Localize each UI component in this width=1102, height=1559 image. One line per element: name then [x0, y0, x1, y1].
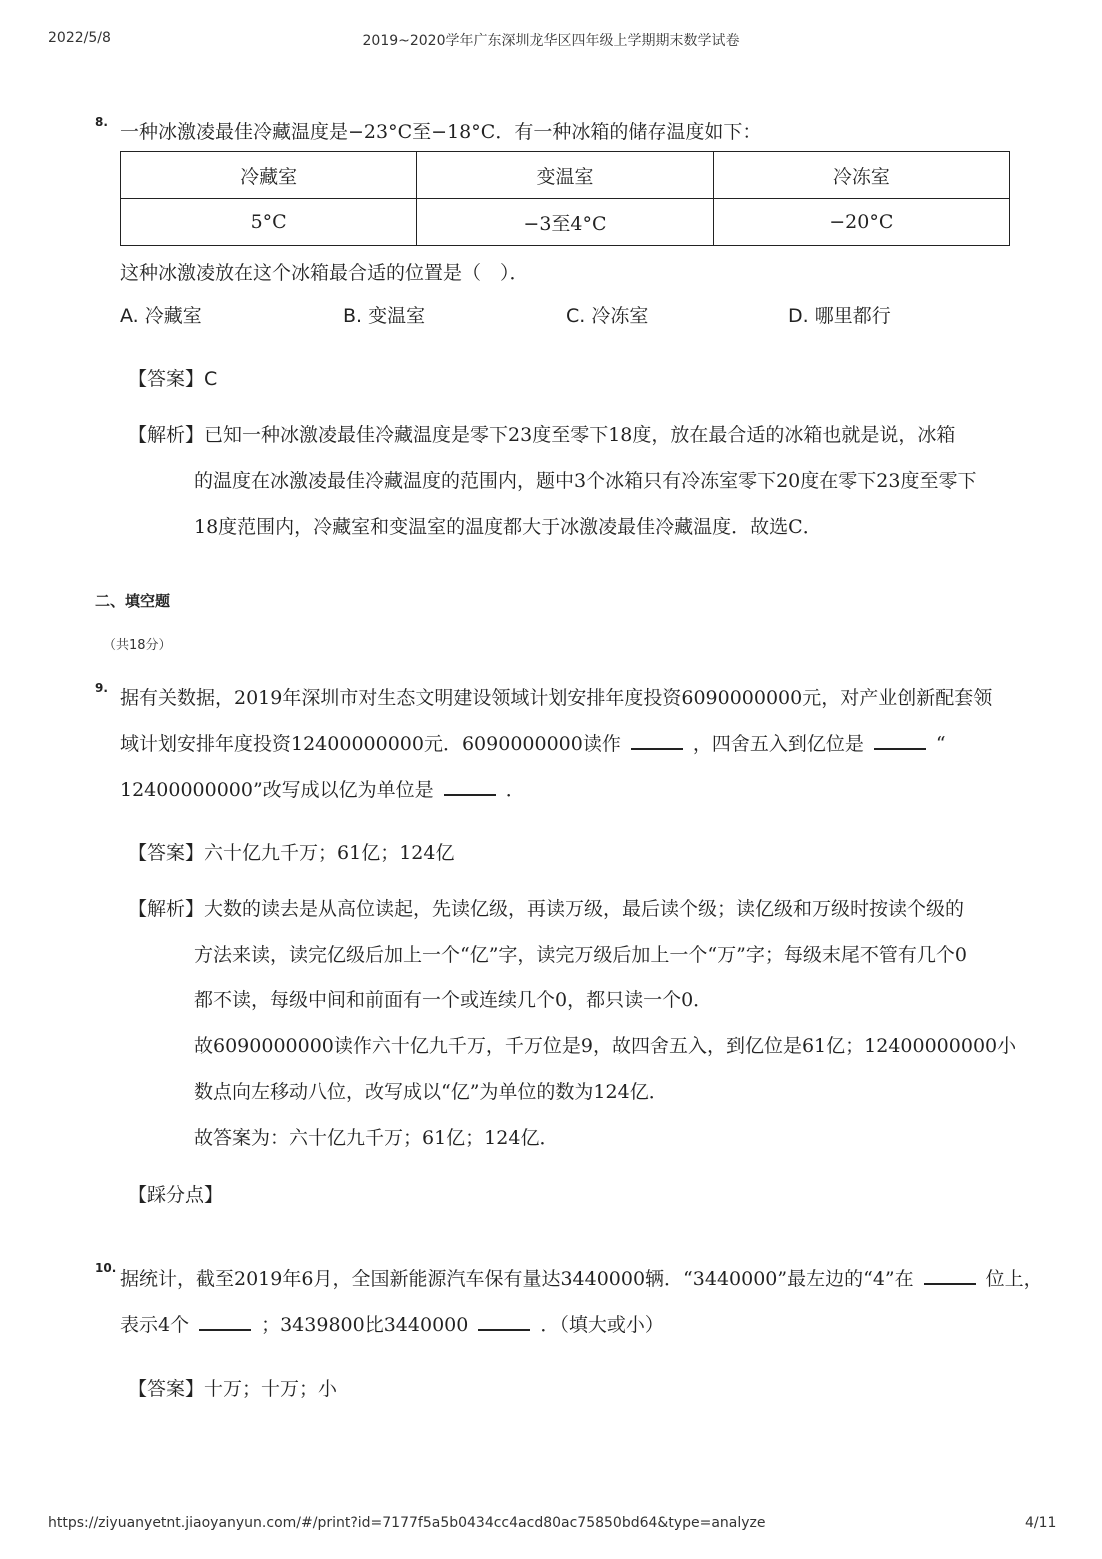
- q8-question: 这种冰激凌放在这个冰箱最合适的位置是（ ）．: [120, 262, 529, 284]
- answer-blank[interactable]: [199, 1315, 251, 1331]
- q10-line-2: [120, 1310, 664, 1337]
- q9-line-2c: “: [935, 733, 946, 755]
- question-number-9: 9.: [95, 681, 108, 695]
- q8-intro: [120, 117, 761, 144]
- answer-blank[interactable]: [444, 780, 496, 796]
- table-row: [121, 199, 1010, 246]
- q9-analysis-line: [128, 894, 964, 921]
- q8-intro-a: 一种冰激凌最佳冷藏温度是: [120, 121, 349, 143]
- page-number: 4/11: [1025, 1515, 1057, 1531]
- answer-label: 【答案】: [128, 842, 205, 864]
- print-date: 2022/5/8: [48, 30, 111, 46]
- q9-points-label: 【踩分点】: [128, 1184, 224, 1206]
- table-cell: −20°C: [713, 199, 1009, 246]
- table-header-cell: 冷藏室: [121, 152, 417, 199]
- q9-line-3b: ．: [505, 779, 525, 801]
- fridge-temperature-table: [120, 151, 1010, 246]
- answer-value: C: [204, 368, 218, 390]
- q9-answer: [128, 838, 454, 865]
- q10-line-2a: 表示4个: [120, 1314, 190, 1336]
- q10-line-1a: 据统计，截至2019年6月，全国新能源汽车保有量达3440000辆．“3440000”最左边的“4”在: [120, 1268, 914, 1290]
- answer-value: 六十亿九千万；61亿；124亿: [204, 842, 455, 864]
- table-header-cell: 冷冻室: [713, 152, 1009, 199]
- section-title: 二、填空题: [95, 592, 171, 610]
- q9-line-3a: 12400000000”改写成以亿为单位是: [120, 779, 434, 801]
- question-number-10: 10.: [95, 1261, 117, 1275]
- q10-line-1: [120, 1264, 1043, 1291]
- q8-temp-low: −23°C: [348, 121, 413, 143]
- analysis-label: 【解析】: [128, 424, 205, 446]
- section-points: （共18分）: [103, 638, 172, 653]
- page-url[interactable]: https://ziyuanyetnt.jiaoyanyun.com/#/print?id=7177f5a5b0434cc4acd80ac75850bd64&type=analyze: [48, 1515, 766, 1531]
- q9-line-2b: ，四舍五入到亿位是: [692, 733, 864, 755]
- q10-line-1b: 位上，: [985, 1268, 1043, 1290]
- option-a: A. 冷藏室: [120, 305, 202, 327]
- q9-line-1: 据有关数据，2019年深圳市对生态文明建设领域计划安排年度投资6090000000元，对产业创新配套领: [120, 687, 993, 709]
- q10-answer: [128, 1374, 337, 1401]
- option-c: C. 冷冻室: [566, 305, 649, 327]
- q8-temp-high: −18°C: [431, 121, 496, 143]
- answer-blank[interactable]: [478, 1315, 530, 1331]
- document-title: 2019~2020学年广东深圳龙华区四年级上学期期末数学试卷: [362, 33, 740, 49]
- analysis-text: 大数的读去是从高位读起，先读亿级，再读万级，最后读个级；读亿级和万级时按读个级的: [204, 898, 965, 920]
- q8-analysis-line: [128, 420, 955, 447]
- q9-analysis-line: 故答案为：六十亿九千万；61亿；124亿．: [194, 1127, 559, 1149]
- answer-blank[interactable]: [874, 734, 926, 750]
- q9-line-2: [120, 729, 946, 756]
- q8-analysis-line: 18度范围内，冷藏室和变温室的温度都大于冰激凌最佳冷藏温度．故选C．: [194, 516, 822, 538]
- answer-label: 【答案】: [128, 368, 205, 390]
- q8-answer: [128, 364, 217, 391]
- table-header-cell: 变温室: [417, 152, 713, 199]
- analysis-text: 已知一种冰激凌最佳冷藏温度是零下23度至零下18度，放在最合适的冰箱也就是说，冰箱: [204, 424, 956, 446]
- table-cell: 5°C: [121, 199, 417, 246]
- option-d: D. 哪里都行: [788, 305, 891, 327]
- q9-analysis-line: 故6090000000读作六十亿九千万，千万位是9，故四舍五入，到亿位是61亿；12400000000小: [194, 1035, 1017, 1057]
- q8-analysis-line: 的温度在冰激凌最佳冷藏温度的范围内，题中3个冰箱只有冷冻室零下20度在零下23度至零下: [194, 470, 977, 492]
- answer-value: 十万；十万；小: [204, 1378, 338, 1400]
- answer-label: 【答案】: [128, 1378, 205, 1400]
- table-cell: −3至4°C: [417, 199, 713, 246]
- q8-intro-b: ．有一种冰箱的储存温度如下：: [495, 121, 762, 143]
- option-b: B. 变温室: [343, 305, 426, 327]
- q10-line-2c: ．（填大或小）: [540, 1314, 664, 1336]
- answer-blank[interactable]: [631, 734, 683, 750]
- answer-blank[interactable]: [924, 1269, 976, 1285]
- table-header-row: [121, 152, 1010, 199]
- analysis-label: 【解析】: [128, 898, 205, 920]
- q8-to: 至: [412, 121, 432, 143]
- question-number-8: 8.: [95, 115, 108, 129]
- q9-line-3: [120, 775, 525, 802]
- q9-line-2a: 域计划安排年度投资12400000000元．6090000000读作: [120, 733, 621, 755]
- q9-analysis-line: 都不读，每级中间和前面有一个或连续几个0，都只读一个0．: [194, 989, 713, 1011]
- q9-analysis-line: 数点向左移动八位，改写成以“亿”为单位的数为124亿．: [194, 1081, 668, 1103]
- q10-line-2b: ；3439800比3440000: [261, 1314, 469, 1336]
- q9-analysis-line: 方法来读，读完亿级后加上一个“亿”字，读完万级后加上一个“万”字；每级末尾不管有几个0: [194, 944, 967, 966]
